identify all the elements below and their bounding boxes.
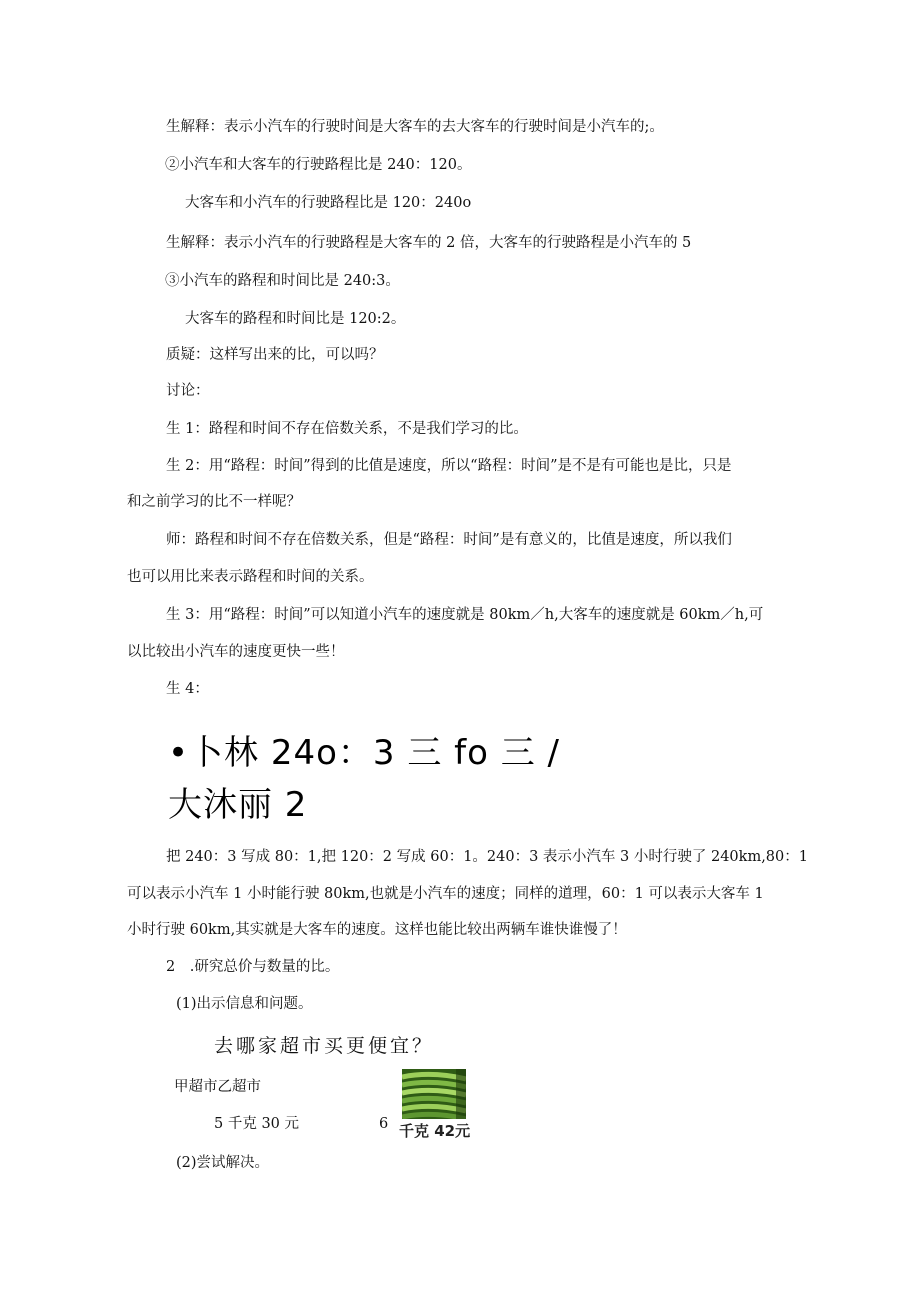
paragraph: 把 240：3 写成 80：1,把 120：2 写成 60：1。240：3 表示小汽车 3 小时行驶了 240km,80：1 — [166, 849, 808, 865]
price-store-b-caption: 千克 42元 — [399, 1122, 471, 1140]
paragraph: 生解释：表示小汽车的行驶路程是大客车的 2 倍，大客车的行驶路程是小汽车的 5 — [166, 235, 692, 251]
paragraph: 和之前学习的比不一样呢？ — [127, 494, 301, 510]
paragraph: 可以表示小汽车 1 小时能行驶 80km,也就是小汽车的速度；同样的道理，60：1 可以表示大客车 1 — [127, 886, 764, 902]
price-store-b-number: 6 — [379, 1116, 389, 1132]
paragraph: 生 1：路程和时间不存在倍数关系，不是我们学习的比。 — [166, 421, 528, 437]
paragraph: 大客车和小汽车的行驶路程比是 120：240o — [185, 195, 472, 211]
paragraph: 生解释：表示小汽车的行驶时间是大客车的去大客车的行驶时间是小汽车的;。 — [166, 119, 664, 135]
paragraph: (2)尝试解决。 — [176, 1155, 270, 1171]
paragraph: 生 2：用“路程：时间”得到的比值是速度，所以“路程：时间”是不是有可能也是比，只是 — [166, 458, 732, 474]
formula-line: •卜林 24o：3 三 fo 三 / — [168, 733, 561, 773]
paragraph: 生 4： — [166, 681, 209, 697]
question-heading: 去哪家超市买更便宜？ — [214, 1035, 435, 1057]
paragraph: 生 3：用“路程：时间”可以知道小汽车的速度就是 80km／h,大客车的速度就是 60km／h,可 — [166, 607, 764, 623]
paragraph: 大客车的路程和时间比是 120:2。 — [185, 311, 406, 327]
price-store-a: 5 千克 30 元 — [214, 1116, 300, 1132]
formula-line: 大沐丽 2 — [168, 785, 308, 825]
paragraph: 小时行驶 60km,其实就是大客车的速度。这样也能比较出两辆车谁快谁慢了！ — [127, 922, 627, 938]
paragraph: 2 .研究总价与数量的比。 — [166, 959, 340, 975]
paragraph: ②小汽车和大客车的行驶路程比是 240：120。 — [165, 157, 472, 173]
store-labels: 甲超市乙超市 — [174, 1079, 261, 1095]
paragraph: 以比较出小汽车的速度更快一些！ — [127, 644, 345, 660]
paragraph: 讨论： — [166, 383, 210, 399]
paragraph: ③小汽车的路程和时间比是 240:3。 — [165, 273, 400, 289]
green-vegetables-photo — [402, 1069, 466, 1119]
paragraph: 也可以用比来表示路程和时间的关系。 — [127, 569, 374, 585]
paragraph: 师：路程和时间不存在倍数关系，但是“路程：时间”是有意义的，比值是速度，所以我们 — [166, 532, 732, 548]
paragraph: 质疑：这样写出来的比，可以吗？ — [166, 347, 384, 363]
paragraph: (1)出示信息和问题。 — [176, 996, 313, 1012]
